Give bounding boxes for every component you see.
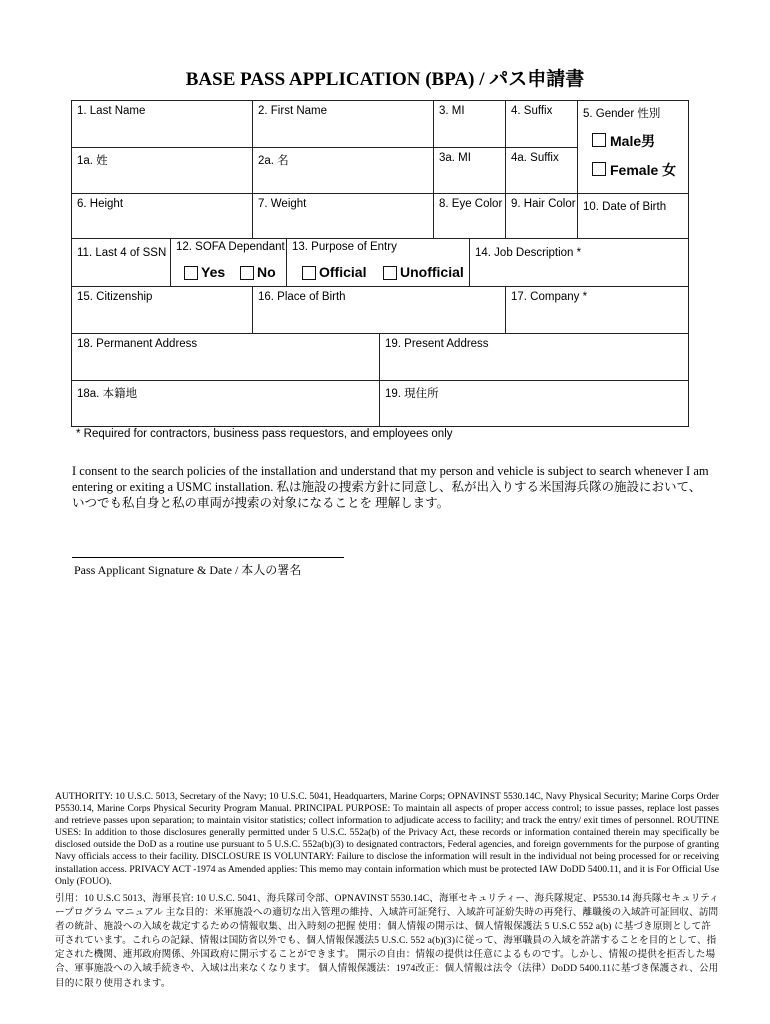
present-address-label: 19. Present Address xyxy=(385,338,489,350)
permanent-address-jp-label: 18a. 本籍地 xyxy=(77,388,138,400)
mi-label: 3. MI xyxy=(439,105,465,117)
permanent-address-jp-field[interactable] xyxy=(71,380,380,427)
unofficial-checkbox[interactable] xyxy=(383,266,397,280)
job-description-field[interactable] xyxy=(469,238,689,287)
dob-label: 10. Date of Birth xyxy=(583,201,667,213)
hair-color-field[interactable] xyxy=(505,193,578,239)
dob-field[interactable] xyxy=(577,193,689,239)
present-address-jp-field[interactable] xyxy=(379,380,689,427)
weight-field[interactable] xyxy=(252,193,434,239)
required-note: * Required for contractors, business pass requestors, and employees only xyxy=(76,428,453,440)
sofa-yes-label: Yes xyxy=(201,264,226,280)
suffix-field[interactable] xyxy=(505,100,578,148)
company-label: 17. Company * xyxy=(511,291,588,303)
company-field[interactable] xyxy=(505,286,689,334)
height-field[interactable] xyxy=(71,193,253,239)
job-description-label: 14. Job Description * xyxy=(475,247,582,259)
sofa-label: 12. SOFA Dependant xyxy=(176,241,285,253)
eye-color-label: 8. Eye Color xyxy=(439,198,503,210)
signature-label: Pass Applicant Signature & Date / 本人の署名 xyxy=(74,563,302,577)
place-of-birth-label: 16. Place of Birth xyxy=(258,291,346,303)
suffix-label: 4. Suffix xyxy=(511,105,553,117)
present-address-jp-label: 19. 現住所 xyxy=(385,388,439,400)
first-name-jp-field[interactable] xyxy=(252,147,434,194)
authority-statement-jp: 引用：10 U.S.C 5013、海軍長官: 10 U.S.C. 5041、海兵隊司令部、OPNAVINST 5530.14C、海軍セキュリティー、海兵隊規定、P5530.14 海兵隊セキュリティープログラム マニュアル 主な目的：米軍施設への適切な出入管理の維持、入域許可証発行、入域許可証紛失時の再発行、離職後の入域許可証回収、訪問者の統計、施設への入域を裁定するための情報収集、出入時刻の把握 使用：個人情報の開示は、個人情報保護法 5 U.S.C 552 a(b) に基づき原則として許可されています。これらの記録、情報は国防省以外でも、個人情報保護法5 U.S.C. 552 a(b)(3)に従って、海軍職員の入域を許諾することを目的として、指定された機関、連邦政府関係、外国政府に開示することができます。 開示の自由：情報の提供は任意によるものです。しかし、情報の提供を拒否した場合、軍事施設への入域手続きや、入域は出来なくなります。 個人情報保護法：1974改正：個人情報は法令（法律）DoDD 5400.11に基づき保護され、公用目的に限り使用されます。 xyxy=(55,893,719,989)
last-name-label: 1. Last Name xyxy=(77,105,146,117)
consent-statement: I consent to the search policies of the installation and understand that my person and vehicle is subject to search whenever I am entering or exiting a USMC installation. 私は施設の捜索方針に同意し、私が出入りする米国海兵隊の施設において、いつでも私自身と私の車両が捜索の対象になることを 理解します。 xyxy=(72,464,709,510)
male-option-label: Male男 xyxy=(610,133,656,149)
hair-color-label: 9. Hair Color xyxy=(511,198,576,210)
official-checkbox[interactable] xyxy=(302,266,316,280)
eye-color-field[interactable] xyxy=(433,193,506,239)
height-label: 6. Height xyxy=(77,198,124,210)
sofa-no-checkbox[interactable] xyxy=(240,266,254,280)
citizenship-label: 15. Citizenship xyxy=(77,291,153,303)
permanent-address-label: 18. Permanent Address xyxy=(77,338,198,350)
sofa-yes-checkbox[interactable] xyxy=(184,266,198,280)
purpose-label: 13. Purpose of Entry xyxy=(292,241,397,253)
mi-field[interactable] xyxy=(433,100,506,148)
last-name-field[interactable] xyxy=(71,100,253,148)
citizenship-field[interactable] xyxy=(71,286,253,334)
ssn-label: 11. Last 4 of SSN xyxy=(77,247,167,259)
signature-line[interactable] xyxy=(72,557,344,558)
gender-label: 5. Gender 性別 xyxy=(583,108,661,120)
permanent-address-field[interactable] xyxy=(71,333,380,381)
suffix-a-field[interactable] xyxy=(505,147,578,194)
mi-a-label: 3a. MI xyxy=(439,152,471,164)
suffix-a-label: 4a. Suffix xyxy=(511,152,559,164)
authority-statement-en: AUTHORITY: 10 U.S.C. 5013, Secretary of the Navy; 10 U.S.C. 5041, Headquarters, Marine Corps; OPNAVINST 5530.14C, Navy Physical Security; Marine Corps Order P5530.14, Marine Corps Physical Security Program Manual. PRINCIPAL PURPOSE: To maintain all aspects of proper access control; to issue passes, replace lost passes and retrieve passes upon separation; to maintain visitor statistics; collect information to adjudicate access to facility; and track the entry/ exit times of personnel. ROUTINE USES: In addition to those disclosures generally permitted under 5 U.S.C. 552a(b) of the Privacy Act, these records or information contained therein may specifically be disclosed outside the DoD as a routine use pursuant to 5 U.S.C. 552a(b)(3) to designated contractors, Federal agencies, and foreign governments for the purpose of granting Navy officials access to their facility. DISCLOSURE IS VOLUNTARY: Failure to disclose the information will result in the individual not being processed for or receiving installation access. PRIVACY ACT -1974 as Amended applies: This memo may contain information which must be protected IAW DoDD 5400.11, and it is For Official Use Only (FOUO). xyxy=(55,791,719,887)
last-name-jp-field[interactable] xyxy=(71,147,253,194)
form-title: BASE PASS APPLICATION (BPA) / パス申請書 xyxy=(185,69,585,90)
mi-a-field[interactable] xyxy=(433,147,506,194)
first-name-field[interactable] xyxy=(252,100,434,148)
female-option-label: Female 女 xyxy=(610,162,677,178)
present-address-field[interactable] xyxy=(379,333,689,381)
first-name-label: 2. First Name xyxy=(258,105,328,117)
place-of-birth-field[interactable] xyxy=(252,286,506,334)
female-checkbox[interactable] xyxy=(592,162,606,176)
unofficial-label: Unofficial xyxy=(400,264,464,280)
ssn-field[interactable] xyxy=(71,238,171,287)
weight-label: 7. Weight xyxy=(258,198,307,210)
last-name-jp-label: 1a. 姓 xyxy=(77,155,108,167)
sofa-no-label: No xyxy=(257,264,276,280)
official-label: Official xyxy=(319,264,367,280)
male-checkbox[interactable] xyxy=(592,133,606,147)
first-name-jp-label: 2a. 名 xyxy=(258,155,289,167)
